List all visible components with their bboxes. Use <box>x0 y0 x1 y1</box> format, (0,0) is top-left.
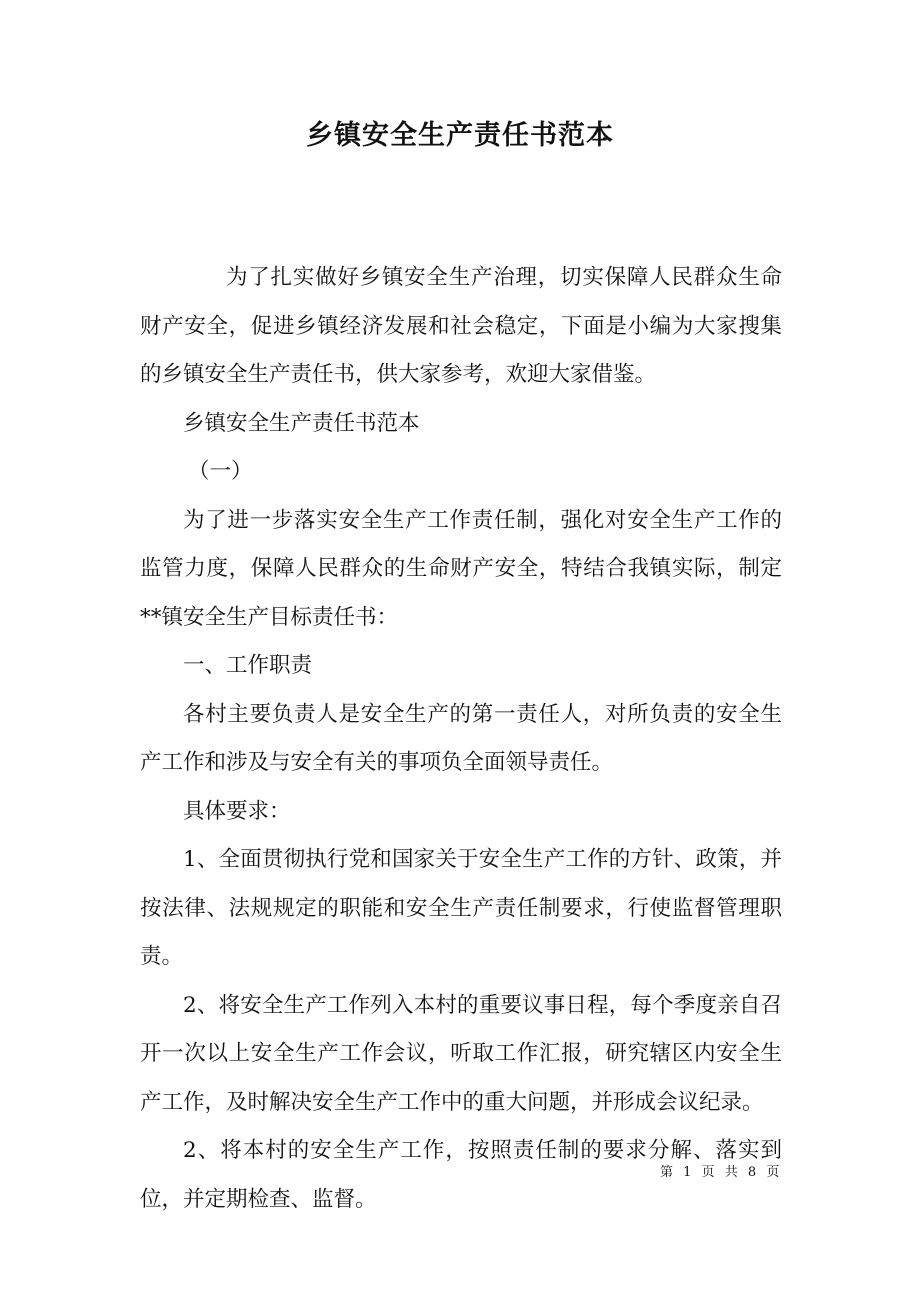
requirement-item-2: 2、将安全生产工作列入本村的重要议事日程，每个季度亲自召开一次以上安全生产工作会议，听取工作汇报，研究辖区内安全生产工作，及时解决安全生产工作中的重大问题，并形成会议纪录。 <box>140 992 782 1115</box>
document-body <box>140 254 782 1224</box>
requirement-item-3: 2、将本村的安全生产工作，按照责任制的要求分解、落实到位，并定期检查、监督。 <box>140 1138 782 1212</box>
requirement-item-1: 1、全面贯彻执行党和国家关于安全生产工作的方针、政策，并按法律、法规规定的职能和安全生产责任制要求，行使监督管理职责。 <box>140 847 782 969</box>
page-unit: 页 <box>701 1165 715 1180</box>
total-page-count: 8 <box>747 1165 757 1180</box>
page-prefix: 第 <box>660 1165 674 1180</box>
section-heading: 乡镇安全生产责任书范本 <box>183 410 420 436</box>
total-unit: 页 <box>766 1165 780 1180</box>
section-number: （一） <box>188 459 253 484</box>
document-title: 乡镇安全生产责任书范本 <box>306 120 614 151</box>
requirements-heading: 具体要求： <box>183 798 291 824</box>
purpose-paragraph: 为了进一步落实安全生产工作责任制，强化对安全生产工作的监管力度，保障人民群众的生命财产安全，特结合我镇实际，制定**镇安全生产目标责任书： <box>140 507 782 630</box>
current-page-number: 1 <box>683 1165 692 1180</box>
page-footer <box>660 1162 800 1184</box>
intro-paragraph: 为了扎实做好乡镇安全生产治理，切实保障人民群众生命财产安全，促进乡镇经济发展和社会稳定，下面是小编为大家搜集的乡镇安全生产责任书，供大家参考，欢迎大家借鉴。 <box>140 265 782 387</box>
total-prefix: 共 <box>724 1165 738 1180</box>
responsibility-paragraph: 各村主要负责人是安全生产的第一责任人，对所负责的安全生产工作和涉及与安全有关的事项负全面领导责任。 <box>140 701 782 775</box>
duties-heading: 一、工作职责 <box>183 653 313 678</box>
